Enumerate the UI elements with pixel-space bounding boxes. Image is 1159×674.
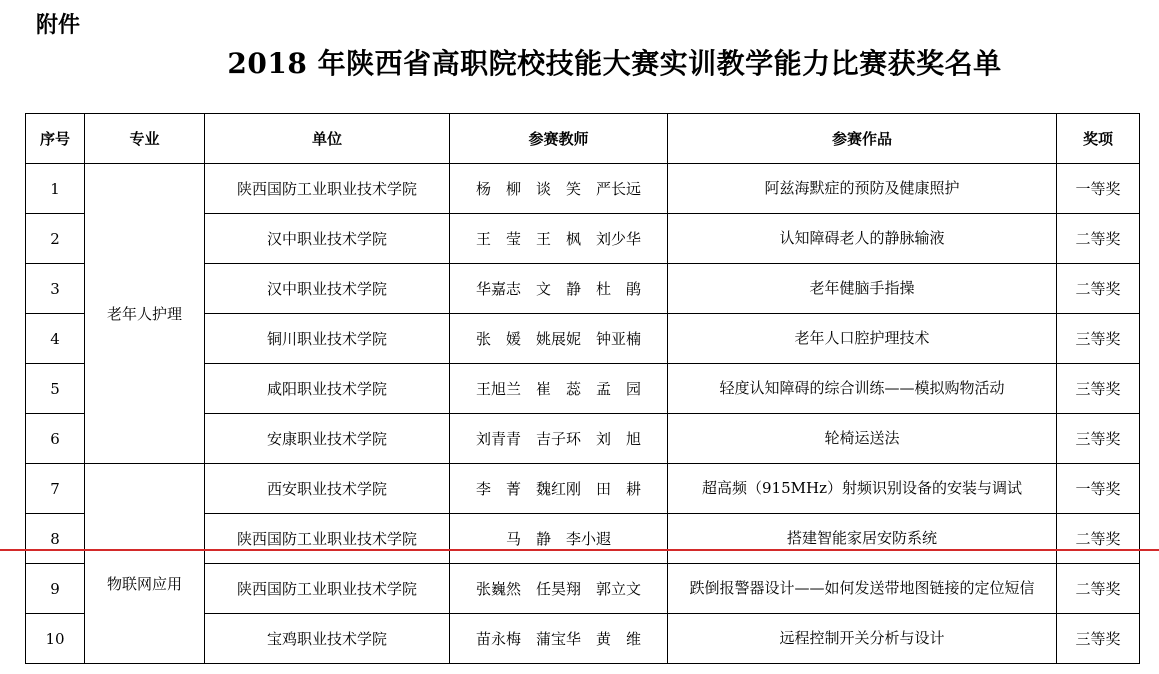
- row-award: 二等奖: [1057, 514, 1140, 564]
- row-work: 超高频（915MHz）射频识别设备的安装与调试: [668, 464, 1057, 514]
- row-teachers: 苗永梅 蒲宝华 黄 维: [450, 614, 668, 664]
- row-award: 二等奖: [1057, 214, 1140, 264]
- row-no: 8: [26, 514, 85, 564]
- row-no: 6: [26, 414, 85, 464]
- row-teachers: 华嘉志 文 静 杜 鹃: [450, 264, 668, 314]
- row-work: 搭建智能家居安防系统: [668, 514, 1057, 564]
- row-teachers: 王旭兰 崔 蕊 孟 园: [450, 364, 668, 414]
- row-no: 7: [26, 464, 85, 514]
- table-row: [26, 464, 1140, 514]
- table-header-row: [26, 114, 1140, 164]
- row-unit: 汉中职业技术学院: [205, 214, 450, 264]
- row-work: 认知障碍老人的静脉输液: [668, 214, 1057, 264]
- row-teachers: 马 静 李小遐: [450, 514, 668, 564]
- row-no: 9: [26, 564, 85, 614]
- major-cell: 物联网应用: [85, 464, 205, 664]
- row-work: 跌倒报警器设计——如何发送带地图链接的定位短信: [668, 564, 1057, 614]
- row-work: 轻度认知障碍的综合训练——模拟购物活动: [668, 364, 1057, 414]
- row-award: 三等奖: [1057, 364, 1140, 414]
- row-teachers: 张巍然 任昊翔 郭立文: [450, 564, 668, 614]
- row-teachers: 李 菁 魏红刚 田 耕: [450, 464, 668, 514]
- row-work: 老年人口腔护理技术: [668, 314, 1057, 364]
- row-no: 3: [26, 264, 85, 314]
- row-unit: 汉中职业技术学院: [205, 264, 450, 314]
- row-teachers: 张 媛 姚展妮 钟亚楠: [450, 314, 668, 364]
- row-no: 4: [26, 314, 85, 364]
- row-teachers: 王 莹 王 枫 刘少华: [450, 214, 668, 264]
- header-major: 专业: [85, 114, 205, 164]
- row-unit: 咸阳职业技术学院: [205, 364, 450, 414]
- row-award: 二等奖: [1057, 264, 1140, 314]
- page-title: 2018 年陕西省高职院校技能大赛实训教学能力比赛获奖名单: [227, 47, 1002, 80]
- header-no: 序号: [26, 114, 85, 164]
- row-unit: 陕西国防工业职业技术学院: [205, 514, 450, 564]
- header-work: 参赛作品: [668, 114, 1057, 164]
- row-unit: 西安职业技术学院: [205, 464, 450, 514]
- row-award: 三等奖: [1057, 414, 1140, 464]
- row-unit: 宝鸡职业技术学院: [205, 614, 450, 664]
- row-no: 2: [26, 214, 85, 264]
- row-award: 一等奖: [1057, 464, 1140, 514]
- awards-table: [25, 113, 1140, 664]
- header-unit: 单位: [205, 114, 450, 164]
- row-no: 10: [26, 614, 85, 664]
- row-award: 三等奖: [1057, 314, 1140, 364]
- row-unit: 陕西国防工业职业技术学院: [205, 564, 450, 614]
- row-unit: 陕西国防工业职业技术学院: [205, 164, 450, 214]
- table-row: [26, 164, 1140, 214]
- row-unit: 铜川职业技术学院: [205, 314, 450, 364]
- row-work: 远程控制开关分析与设计: [668, 614, 1057, 664]
- header-teachers: 参赛教师: [450, 114, 668, 164]
- row-teachers: 刘青青 吉子环 刘 旭: [450, 414, 668, 464]
- major-cell: 老年人护理: [85, 164, 205, 464]
- red-annotation-line: [0, 549, 1159, 551]
- row-no: 1: [26, 164, 85, 214]
- row-award: 三等奖: [1057, 614, 1140, 664]
- row-no: 5: [26, 364, 85, 414]
- row-work: 阿兹海默症的预防及健康照护: [668, 164, 1057, 214]
- row-work: 轮椅运送法: [668, 414, 1057, 464]
- header-award: 奖项: [1057, 114, 1140, 164]
- row-award: 二等奖: [1057, 564, 1140, 614]
- attachment-label: 附件: [36, 13, 81, 38]
- row-award: 一等奖: [1057, 164, 1140, 214]
- row-work: 老年健脑手指操: [668, 264, 1057, 314]
- row-teachers: 杨 柳 谈 笑 严长远: [450, 164, 668, 214]
- row-unit: 安康职业技术学院: [205, 414, 450, 464]
